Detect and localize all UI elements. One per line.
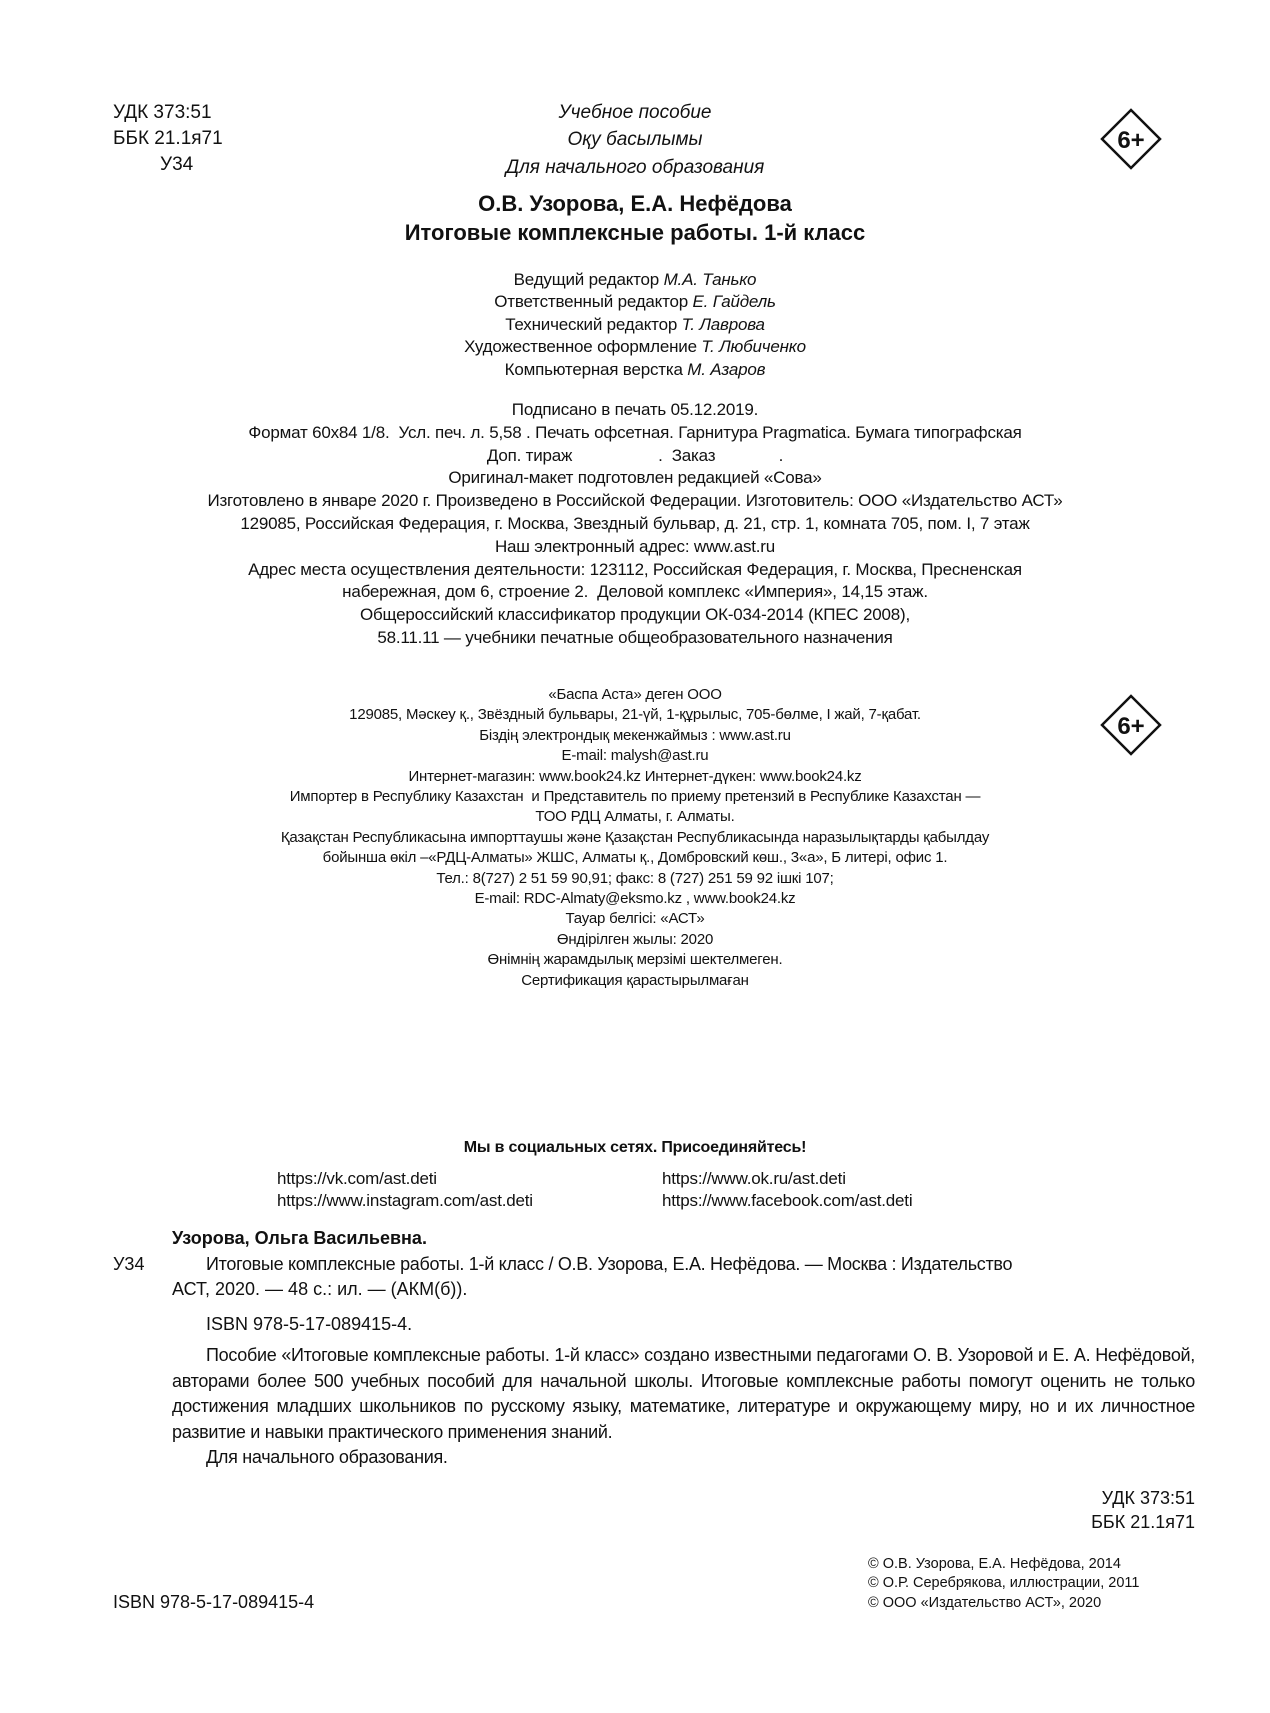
imprint-line: Тауар белгісі: «АСТ» [565, 910, 705, 928]
imprint-line: Сертификация қарастырылмаған [521, 971, 749, 989]
imprint-line: Оригинал-макет подготовлен редакцией «Сова» [448, 468, 822, 488]
age-rating-badge-2 [1100, 694, 1162, 756]
catalog-udk: УДК 373:51 [1101, 1488, 1195, 1508]
imprint-line: набережная, дом 6, строение 2. Деловой комплекс «Империя», 14,15 этаж. [342, 582, 928, 602]
age-rating-badge [1100, 108, 1162, 170]
copyright-line: © ООО «Издательство АСТ», 2020 [868, 1595, 1102, 1611]
imprint-line: Изготовлено в январе 2020 г. Произведено в Российской Федерации. Изготовитель: ООО «Издательство АСТ» [207, 491, 1063, 511]
imprint-line: Интернет-магазин: www.book24.kz Интернет-дүкен: www.book24.kz [408, 767, 862, 785]
imprint-line: Наш электронный адрес: www.ast.ru [494, 536, 776, 556]
copyright-line: © О.В. Узорова, Е.А. Нефёдова, 2014 [868, 1556, 1121, 1572]
imprint-line: Қазақстан Республикасына импорттаушы және Қазақстан Республикасында наразылықтарды қабылдау [280, 828, 990, 846]
imprint-line: ТОО РДЦ Алматы, г. Алматы. [535, 808, 735, 826]
annotation: Пособие «Итоговые комплексные работы. 1-й класс» создано известными педагогами О. В. Узоровой и Е. А. Нефёдовой, авторами более 500 учебных пособий для начальной школы. Итоговые комплексные работы помогут оценить не только достижения младших школьников по русскому языку, математике, литературе и окружающему миру, но и их личностное развитие и навыки практического применения знаний. Для начального образования. [172, 1343, 1195, 1471]
imprint-line: Біздің электрондық мекенжаймыз : www.ast.ru [479, 726, 791, 744]
imprint-line: Адрес места осуществления деятельности: 123112, Российская Федерация, г. Москва, Пресненская [248, 559, 1022, 579]
author-mark: У34 [160, 154, 194, 175]
publication-type-kz: Оқу басылымы [567, 129, 703, 150]
imprint-line: Доп. тираж . Заказ . [486, 445, 784, 465]
imprint-line: 129085, Российская Федерация, г. Москва, Звездный бульвар, д. 21, стр. 1, комната 705, пом. I, 7 этаж [240, 514, 1030, 533]
catalog-entry-line2: АСТ, 2020. — 48 с.: ил. — (АКМ(б)). [172, 1279, 468, 1299]
social-link-vk[interactable]: https://vk.com/ast.deti [277, 1169, 437, 1188]
credit-line: Технический редактор Т. Лаврова [505, 315, 765, 334]
publication-type-ru: Учебное пособие [558, 102, 712, 123]
imprint-line: Өнімнің жарамдылық мерзімі шектелмеген. [487, 951, 783, 969]
imprint-line: 129085, Мәскеу қ., Звёздный бульвары, 21-үй, 1-құрылыс, 705-бөлме, I жай, 7-қабат. [349, 706, 921, 724]
credit-line: Художественное оформление Т. Любиченко [464, 337, 806, 356]
audience: Для начального образования [505, 157, 765, 178]
imprint-line: бойынша өкіл –«РДЦ-Алматы» ЖШС, Алматы қ., Домбровский көш., 3«а», Б литері, офис 1. [322, 849, 948, 867]
imprint-line: «Баспа Аста» деген ООО [548, 686, 722, 703]
book-title: Итоговые комплексные работы. 1-й класс [404, 220, 866, 245]
bbk-code: ББК 21.1я71 [113, 128, 223, 149]
catalog-bbk: ББК 21.1я71 [1091, 1512, 1195, 1532]
svg-text:6+: 6+ [1117, 713, 1145, 740]
credit-line: Ответственный редактор Е. Гайдель [494, 292, 776, 311]
social-link-ok[interactable]: https://www.ok.ru/ast.deti [662, 1169, 846, 1188]
copyright-line: © О.Р. Серебрякова, иллюстрации, 2011 [868, 1575, 1140, 1591]
social-heading: Мы в социальных сетях. Присоединяйтесь! [463, 1139, 807, 1156]
imprint-line: 58.11.11 — учебники печатные общеобразовательного назначения [377, 628, 893, 647]
credit-line: Ведущий редактор М.А. Танько [513, 270, 757, 289]
imprint-line: Формат 60x84 1/8. Усл. печ. л. 5,58 . Печать офсетная. Гарнитура Pragmatica. Бумага типографская [248, 422, 1022, 442]
imprint-line: E-mail: RDC-Almaty@eksmo.kz , www.book24.kz [474, 890, 796, 907]
imprint-line: Тел.: 8(727) 2 51 59 90,91; факс: 8 (727) 251 59 92 ішкі 107; [436, 869, 834, 887]
authors: О.В. Узорова, Е.А. Нефёдова [478, 191, 792, 216]
credit-line: Компьютерная верстка М. Азаров [504, 360, 766, 379]
udk-code: УДК 373:51 [113, 102, 212, 123]
social-link-instagram[interactable]: https://www.instagram.com/ast.deti [277, 1191, 533, 1210]
age-rating: 6+ [1117, 127, 1145, 154]
imprint-line: Подписано в печать 05.12.2019. [511, 400, 759, 419]
social-link-facebook[interactable]: https://www.facebook.com/ast.deti [662, 1191, 913, 1210]
imprint-line: Импортер в Республику Казахстан и Представитель по приему претензий в Республике Казахстан — [289, 788, 981, 805]
catalog-author: Узорова, Ольга Васильевна. [172, 1228, 427, 1248]
annotation-audience: Для начального образования. [206, 1447, 448, 1467]
catalog-isbn: ISBN 978-5-17-089415-4. [206, 1314, 413, 1334]
imprint-line: E-mail: malysh@ast.ru [561, 747, 709, 765]
catalog-entry-line1: Итоговые комплексные работы. 1-й класс / О.В. Узорова, Е.А. Нефёдова. — Москва : Издательство [206, 1254, 1013, 1274]
imprint-line: Өндірілген жылы: 2020 [556, 930, 714, 948]
footer-isbn: ISBN 978-5-17-089415-4 [113, 1592, 315, 1612]
catalog-code: У34 [113, 1254, 145, 1274]
imprint-line: Общероссийский классификатор продукции ОК-034-2014 (КПЕС 2008), [360, 605, 910, 625]
